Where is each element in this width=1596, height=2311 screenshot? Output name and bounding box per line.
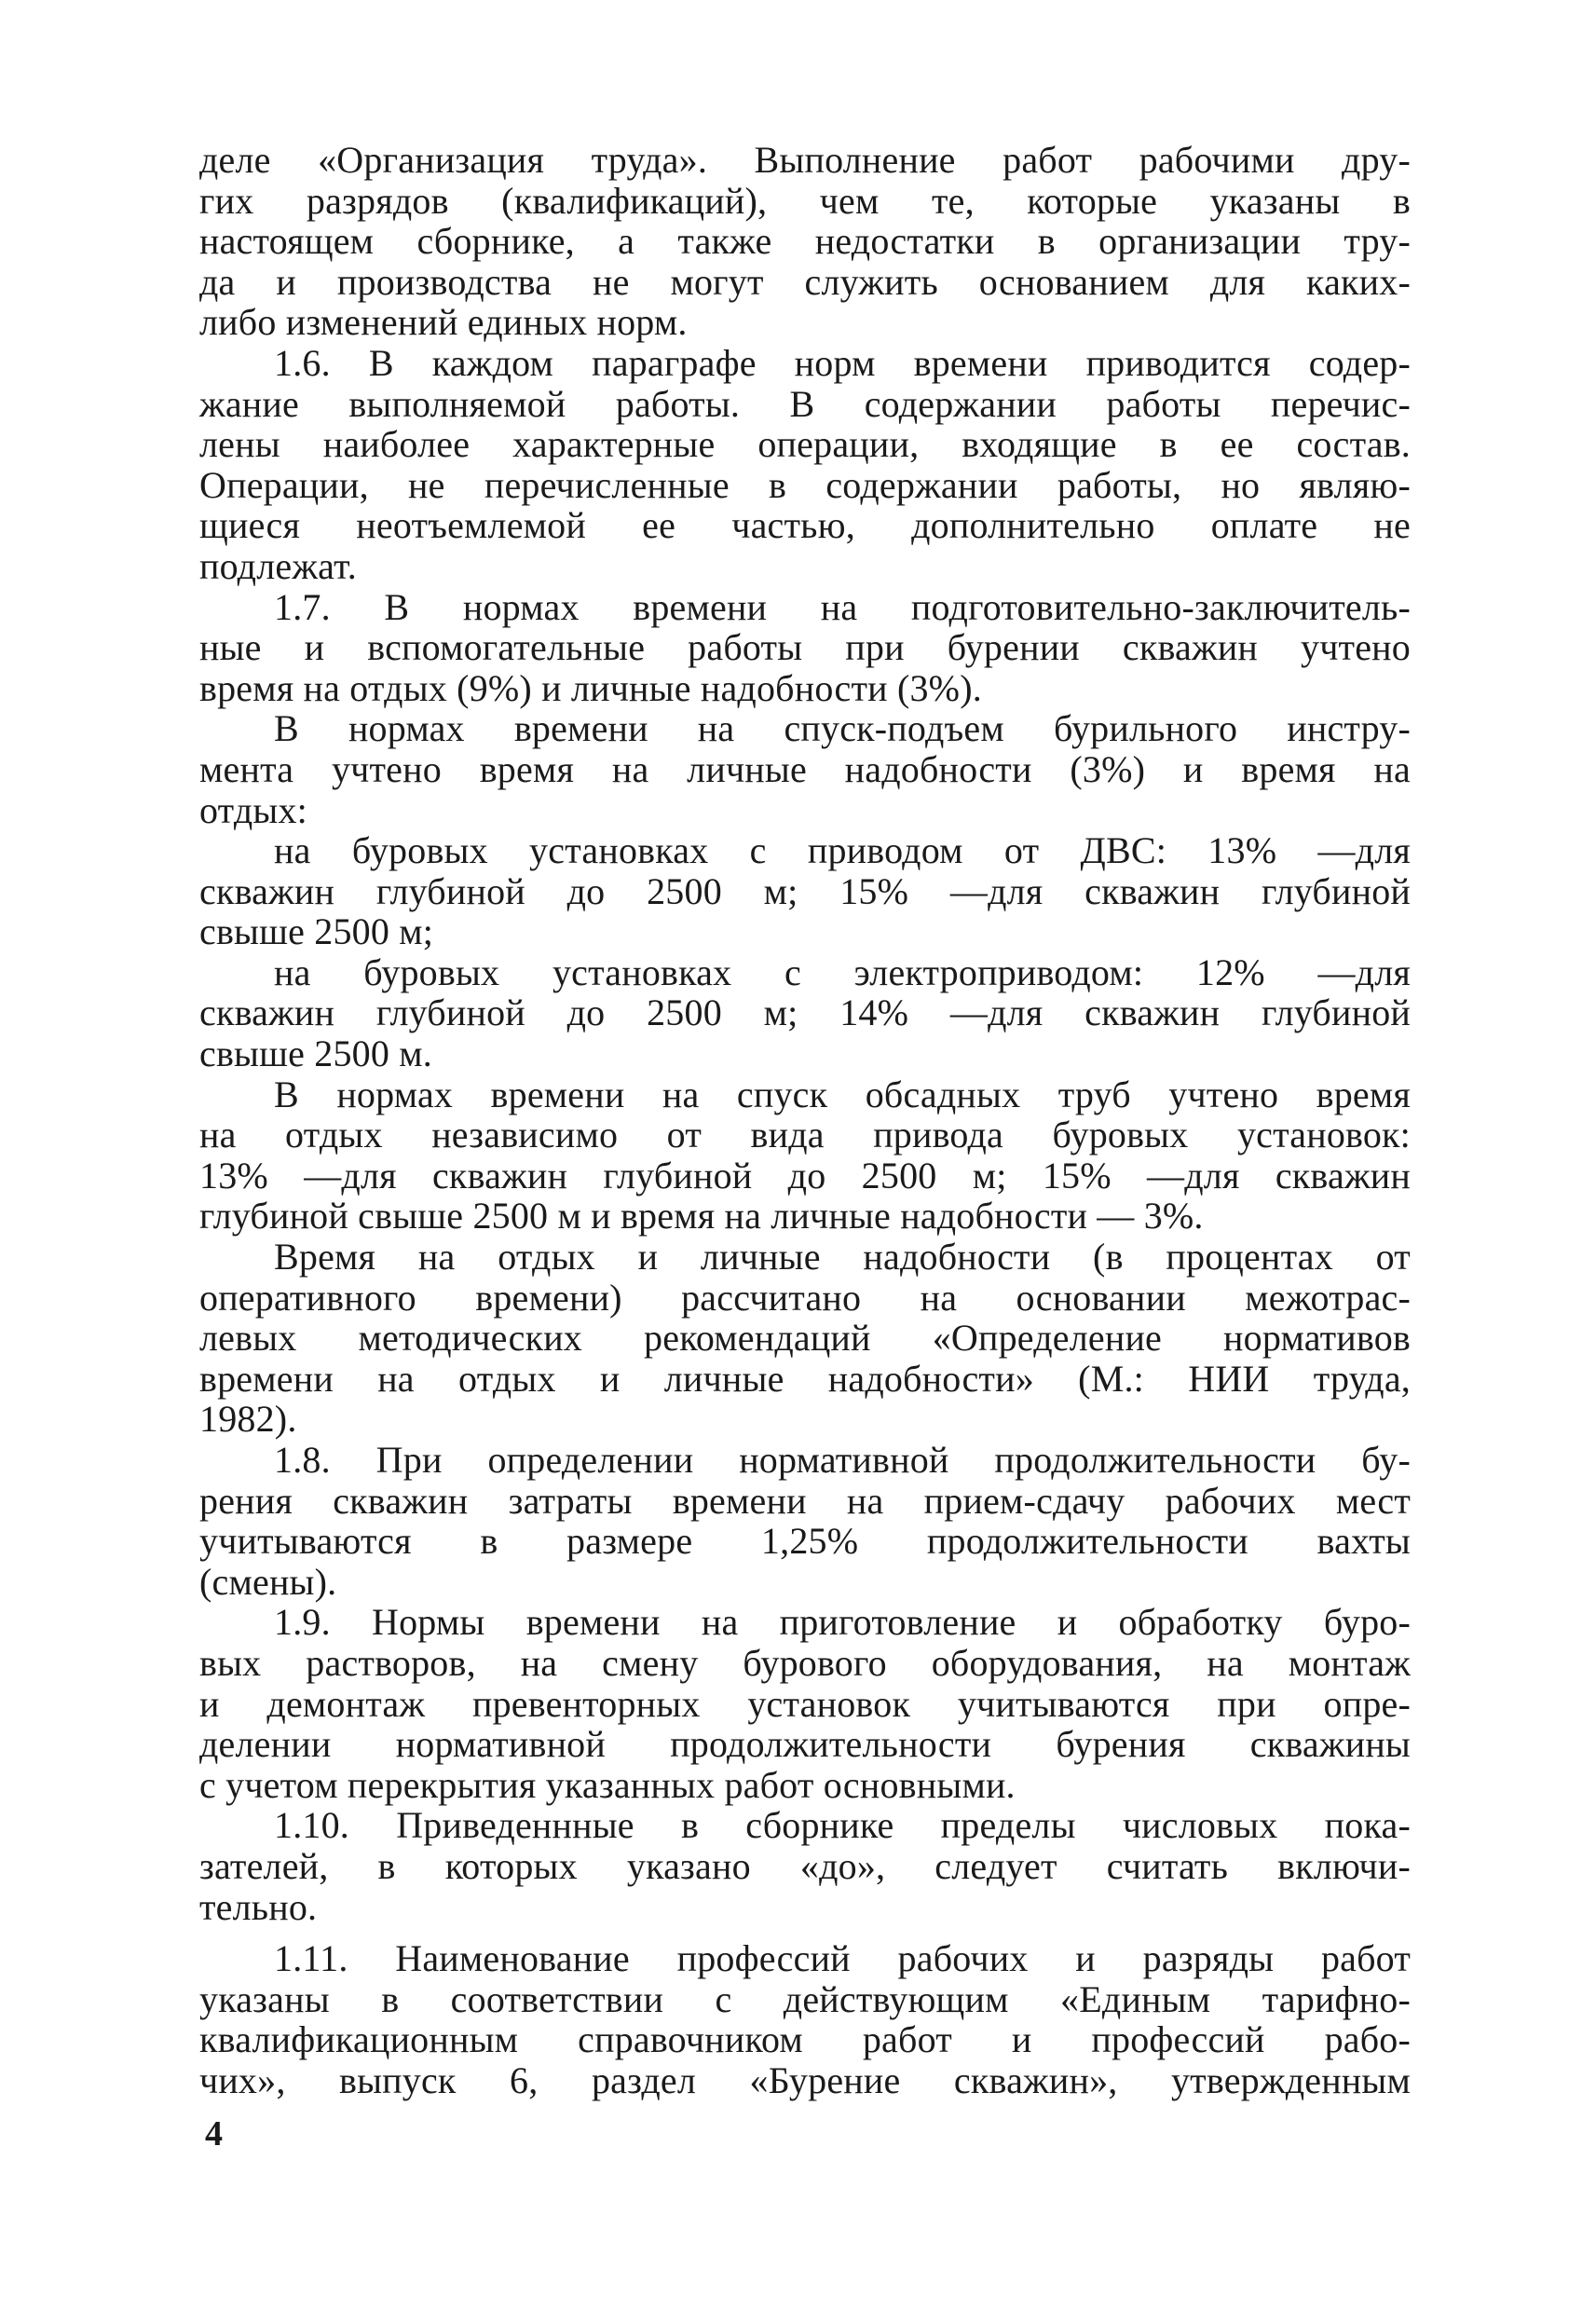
paragraph-casing-pipes: В нормах времени на спуск обсадных труб учтено время — [274, 1073, 1411, 1115]
paragraph-dvs-drive: на буровых установках с приводом от ДВС: 13% —для — [274, 829, 1411, 872]
text-line: свыше 2500 м; — [199, 910, 434, 953]
text-line: свыше 2500 м. — [199, 1032, 432, 1075]
text-line: (смены). — [199, 1560, 337, 1603]
text-line: оперативного времени) рассчитано на основании межотрас- — [199, 1276, 1411, 1319]
text-line: настоящем сборнике, а также недостатки в организации тру- — [199, 220, 1411, 263]
paragraph-rest-calculation: Время на отдых и личные надобности (в процентах от — [274, 1236, 1411, 1279]
paragraph-1-11: 1.11. Наименование профессий рабочих и разряды работ — [274, 1937, 1411, 1980]
text-line: скважин глубиной до 2500 м; 14% —для скважин глубиной — [199, 991, 1411, 1034]
text-line: лены наиболее характерные операции, входящие в ее состав. — [199, 423, 1411, 466]
paragraph-1-9: 1.9. Нормы времени на приготовление и обработку буро- — [274, 1601, 1411, 1644]
text-line: ные и вспомогательные работы при бурении скважин учтено — [199, 626, 1411, 669]
text-line: время на отдых (9%) и личные надобности (3%). — [199, 666, 982, 709]
text-line: щиеся неотъемлемой ее частью, дополнительно оплате не — [199, 504, 1411, 547]
text-line: либо изменений единых норм. — [199, 301, 688, 344]
text-line: левых методических рекомендаций «Определение нормативов — [199, 1317, 1411, 1360]
paragraph-1-10: 1.10. Приведеннные в сборнике пределы числовых пока- — [274, 1804, 1411, 1847]
text-line: Операции, не перечисленные в содержании работы, но являю- — [199, 463, 1411, 506]
text-line: и демонтаж превенторных установок учитываются при опре- — [199, 1682, 1411, 1725]
text-line: гих разрядов (квалификаций), чем те, которые указаны в — [199, 179, 1411, 222]
text-line: времени на отдых и личные надобности» (М.: НИИ труда, — [199, 1357, 1411, 1400]
text-line: рения скважин затраты времени на прием-сдачу рабочих мест — [199, 1479, 1411, 1522]
page-number: 4 — [205, 2114, 223, 2154]
body-text — [199, 140, 1411, 2101]
text-line: жание выполняемой работы. В содержании работы перечис- — [199, 382, 1411, 425]
text-line: отдых: — [199, 788, 307, 831]
paragraph-1-6: 1.6. В каждом параграфе норм времени приводится содер- — [274, 341, 1411, 384]
text-line: глубиной свыше 2500 м и время на личные надобности — 3%. — [199, 1195, 1204, 1238]
text-line: подлежат. — [199, 544, 357, 587]
text-line: учитываются в размере 1,25% продолжительности вахты — [199, 1520, 1411, 1563]
text-line: чих», выпуск 6, раздел «Бурение скважин», утвержденным — [199, 2058, 1411, 2101]
text-line: скважин глубиной до 2500 м; 15% —для скважин глубиной — [199, 869, 1411, 912]
paragraph-rest-norms: В нормах времени на спуск-подъем бурильного инстру- — [274, 707, 1411, 750]
text-line: да и производства не могут служить основанием для каких- — [199, 260, 1411, 303]
text-line: деле «Организация труда». Выполнение работ рабочими дру- — [199, 139, 1411, 181]
paragraph-1-7: 1.7. В нормах времени на подготовительно-заключитель- — [274, 585, 1411, 628]
text-line: 13% —для скважин глубиной до 2500 м; 15% —для скважин — [199, 1154, 1411, 1197]
text-line: делении нормативной продолжительности бурения скважины — [199, 1723, 1411, 1766]
text-line: указаны в соответствии с действующим «Единым тарифно- — [199, 1977, 1411, 2020]
text-line: квалификационным справочником работ и профессий рабо- — [199, 2018, 1411, 2061]
text-line: на отдых независимо от вида привода буровых установок: — [199, 1114, 1411, 1156]
paragraph-1-8: 1.8. При определении нормативной продолжительности бу- — [274, 1439, 1411, 1481]
text-line: зателей, в которых указано «до», следует считать включи- — [199, 1844, 1411, 1887]
text-line: вых растворов, на смену бурового оборудования, на монтаж — [199, 1641, 1411, 1684]
text-line: мента учтено время на личные надобности (3%) и время на — [199, 747, 1411, 790]
text-line: тельно. — [199, 1885, 318, 1928]
paragraph-electric-drive: на буровых установках с электроприводом: 12% —для — [274, 950, 1411, 993]
text-line: 1982). — [199, 1398, 297, 1441]
text-line: с учетом перекрытия указанных работ основными. — [199, 1763, 1016, 1806]
